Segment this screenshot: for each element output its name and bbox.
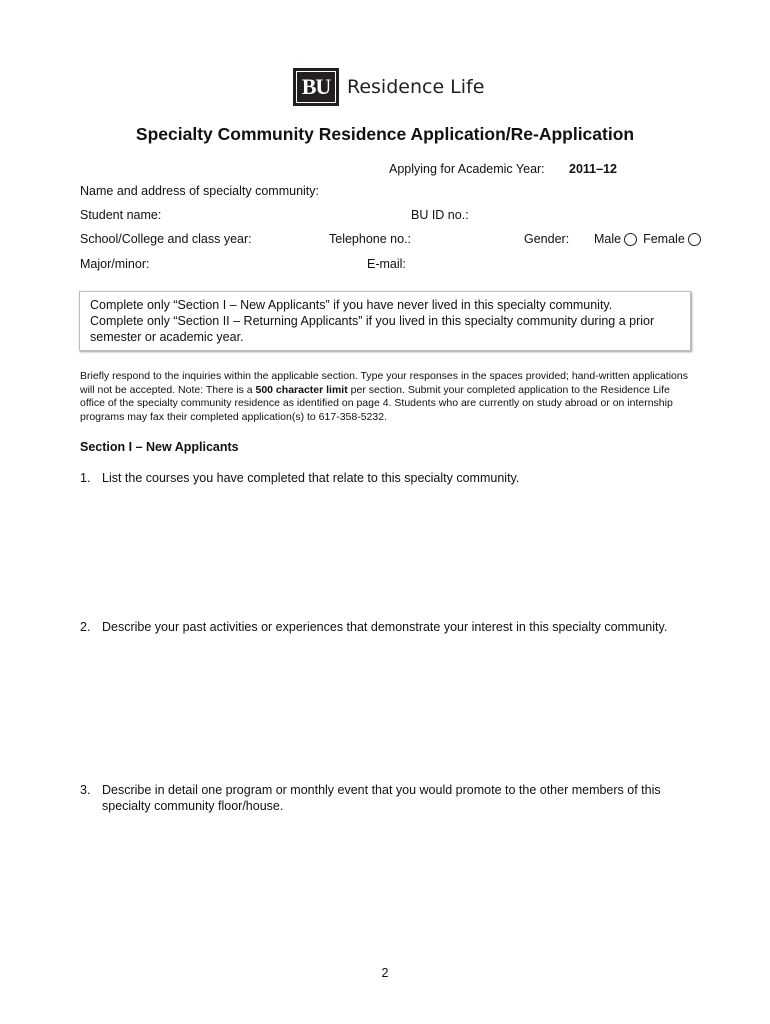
school-label: School/College and class year: [80,232,252,246]
notice-line-2: Complete only “Section II – Returning Applicants” if you lived in this specialty community during a prior semester or academic year. [90,314,655,344]
female-radio[interactable] [688,233,701,246]
question-text: Describe your past activities or experiences that demonstrate your interest in this specialty community. [102,620,668,634]
notice-line-1: Complete only “Section I – New Applicants” if you have never lived in this specialty community. [90,298,613,312]
question-2 [80,619,690,635]
question-3 [80,782,690,814]
page-number: 2 [381,966,389,980]
student-name-label: Student name: [80,208,162,222]
question-number: 3. [80,783,91,797]
instructions-text-end: per section. Submit your completed application to the Residence Life office of the specialty community residence as identified on page 4. Students who are currently on study abroad or on internship programs may fax their completed application(s) to 617-358-5232. [80,383,673,423]
community-label: Name and address of specialty community: [80,184,319,198]
gender-label: Gender: [524,232,570,246]
gender-options [594,232,707,246]
academic-year-value: 2011–12 [569,162,617,176]
character-limit-emphasis: 500 character limit [255,383,348,396]
email-label: E-mail: [367,257,406,271]
question-text: Describe in detail one program or monthly event that you would promote to the other members of this specialty community floor/house. [102,783,661,813]
section-title: Section I – New Applicants [80,440,239,454]
bu-residence-life-logo [293,68,484,106]
bu-id-label: BU ID no.: [411,208,469,222]
academic-year-label: Applying for Academic Year: [389,162,545,176]
female-label: Female [643,232,685,246]
question-number: 1. [80,471,91,485]
instructions-text-start: Briefly respond to the inquiries within the applicable section. Type your responses in the spaces provided; hand-written applications will not be accepted. Note: There is a [80,370,688,396]
instructions-notice-box [79,291,691,351]
question-number: 2. [80,620,91,634]
telephone-label: Telephone no.: [329,232,412,246]
question-1 [80,470,690,486]
male-label: Male [594,232,622,246]
male-radio[interactable] [624,233,637,246]
logo-text: Residence Life [347,76,485,98]
bu-logo-mark: BU [293,68,339,106]
page-title: Specialty Community Residence Application/Re-Application [135,124,635,144]
instructions-paragraph [80,370,692,424]
question-text: List the courses you have completed that relate to this specialty community. [102,471,520,485]
major-label: Major/minor: [80,257,150,271]
